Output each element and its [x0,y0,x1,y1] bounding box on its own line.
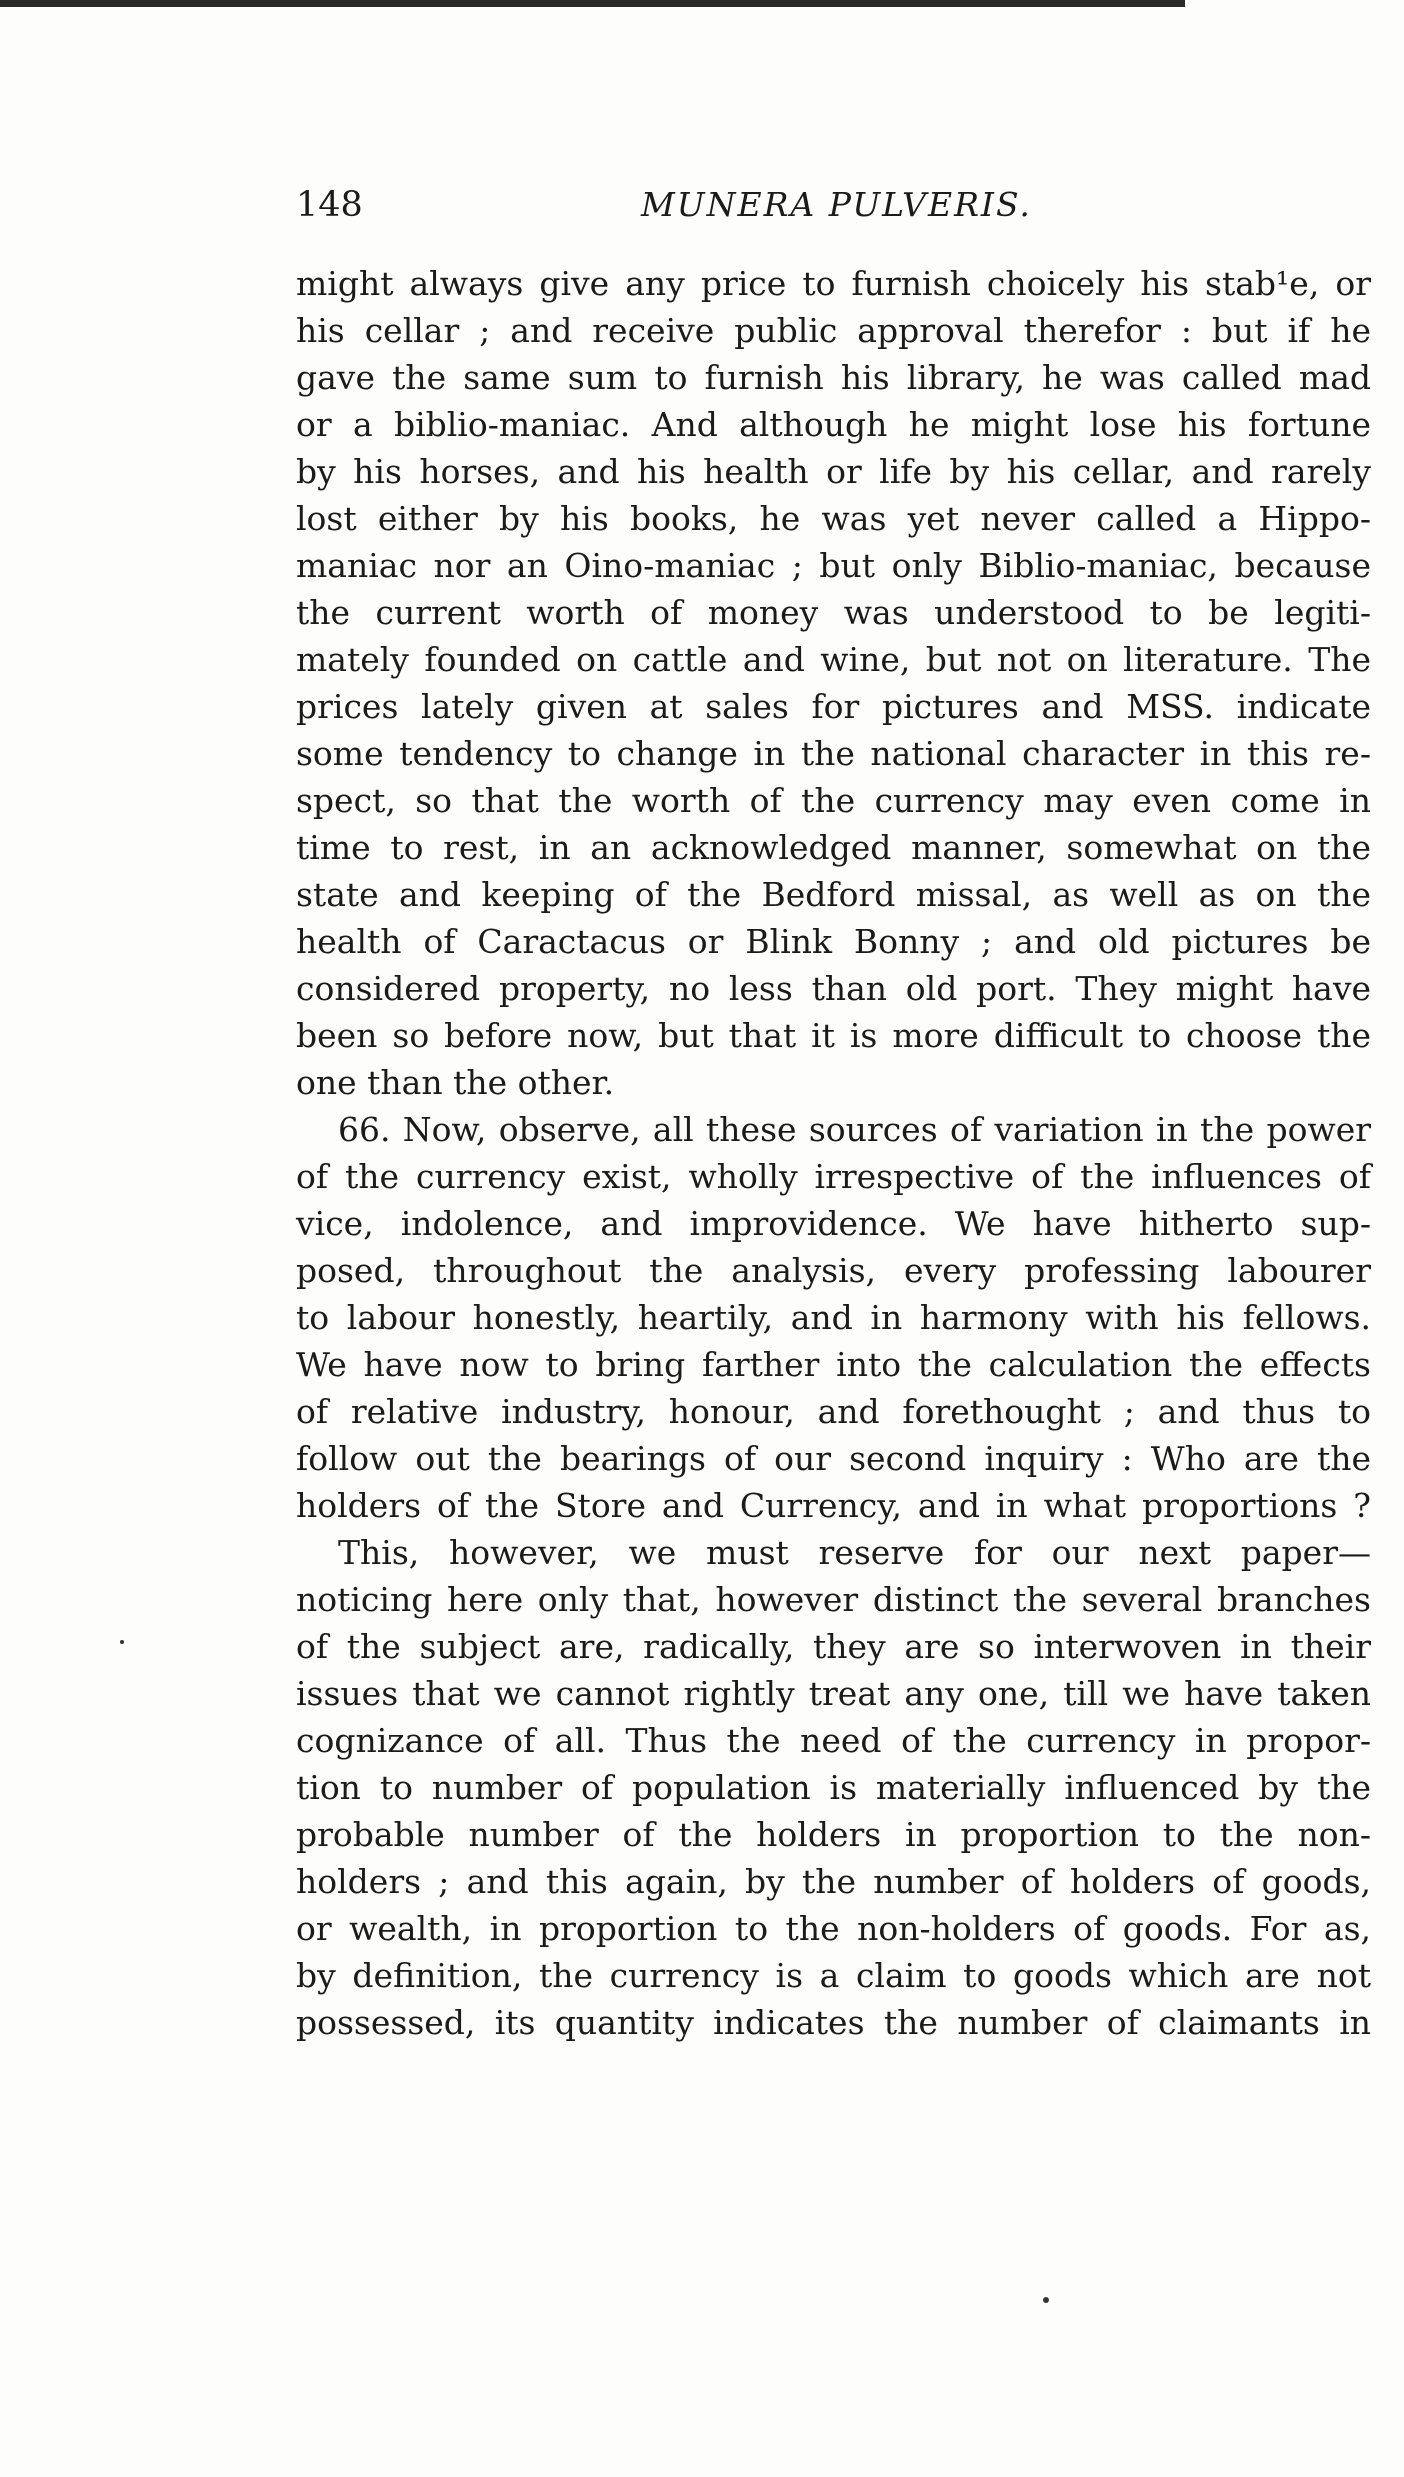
text-line: lost either by his books, he was yet never called a Hippo- [296,499,1371,538]
text-line: vice, indolence, and improvidence. We have hitherto sup- [296,1204,1371,1243]
text-line: holders ; and this again, by the number of holders of goods, [296,1862,1371,1901]
text-line: of the currency exist, wholly irrespective of the influences of [296,1157,1371,1196]
paper-speck [1043,2297,1049,2303]
text-line: time to rest, in an acknowledged manner, somewhat on the [296,828,1371,867]
text-line: posed, throughout the analysis, every professing labourer [296,1251,1371,1290]
text-line: probable number of the holders in proportion to the non- [296,1815,1371,1854]
paragraph-end-line: holders of the Store and Currency, and in what proportions ? [296,1486,1371,1525]
text-line: maniac nor an Oino-maniac ; but only Biblio-maniac, because [296,546,1371,585]
text-line: been so before now, but that it is more difficult to choose the [296,1016,1371,1055]
text-line: spect, so that the worth of the currency may even come in [296,781,1371,820]
section-66-first-line: 66. Now, observe, all these sources of variation in the power [338,1110,1371,1149]
running-title: MUNERA PULVERIS. [641,185,1032,224]
text-line: of relative industry, honour, and forethought ; and thus to [296,1392,1371,1431]
text-line: prices lately given at sales for pictures and MSS. indicate [296,687,1371,726]
paragraph-first-line: This, however, we must reserve for our next paper— [338,1533,1371,1572]
paragraph-end-line: one than the other. [296,1063,615,1102]
text-line: state and keeping of the Bedford missal, as well as on the [296,875,1371,914]
text-line: by definition, the currency is a claim to goods which are not [296,1956,1371,1995]
text-line: cognizance of all. Thus the need of the currency in propor- [296,1721,1371,1760]
text-line: by his horses, and his health or life by his cellar, and rarely [296,452,1371,491]
text-line: of the subject are, radically, they are so interwoven in their [296,1627,1371,1666]
text-line: tion to number of population is materially influenced by the [296,1768,1371,1807]
page-header [296,180,1371,230]
text-line: We have now to bring farther into the calculation the effects [296,1345,1371,1384]
text-line: some tendency to change in the national character in this re- [296,734,1371,773]
text-line: health of Caractacus or Blink Bonny ; and old pictures be [296,922,1371,961]
text-line: possessed, its quantity indicates the number of claimants in [296,2003,1371,2042]
text-line: his cellar ; and receive public approval therefor : but if he [296,311,1371,350]
text-line: the current worth of money was understood to be legiti- [296,593,1371,632]
top-border-rule [0,0,1185,7]
text-line: noticing here only that, however distinct the several branches [296,1580,1371,1619]
text-line: might always give any price to furnish choicely his stab¹e, or [296,264,1371,303]
text-line: or a biblio-maniac. And although he might lose his fortune [296,405,1371,444]
text-line: gave the same sum to furnish his library, he was called mad [296,358,1371,397]
text-line: or wealth, in proportion to the non-holders of goods. For as, [296,1909,1371,1948]
text-line: to labour honestly, heartily, and in harmony with his fellows. [296,1298,1371,1337]
paper-speck [120,1640,124,1644]
text-line: issues that we cannot rightly treat any one, till we have taken [296,1674,1371,1713]
page-number: 148 [296,185,363,225]
text-line: follow out the bearings of our second inquiry : Who are the [296,1439,1371,1478]
text-line: considered property, no less than old port. They might have [296,969,1371,1008]
text-line: mately founded on cattle and wine, but not on literature. The [296,640,1371,679]
body-text [296,260,1371,2046]
